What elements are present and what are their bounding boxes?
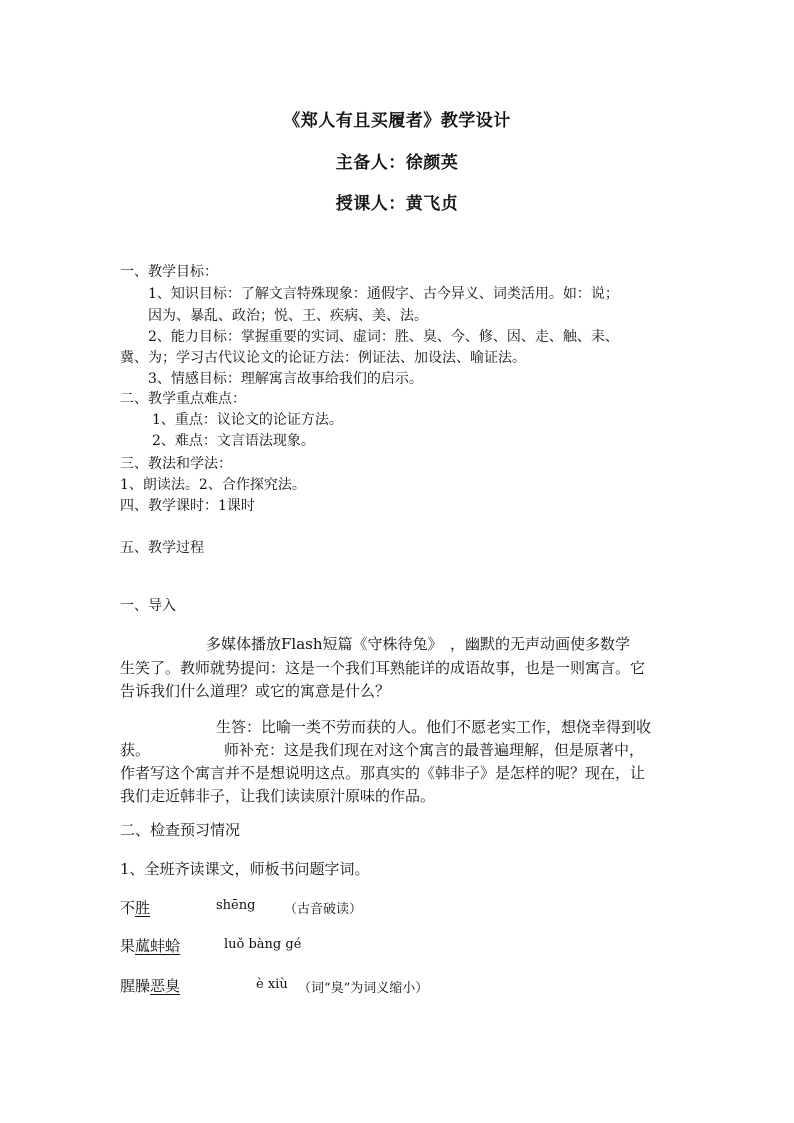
vocab-word: 恶臭: [150, 977, 181, 995]
intro-paragraph-2-line-3: 作者写这个寓言并不是想说明这点。那真实的《韩非子》是怎样的呢？现在，让: [120, 764, 646, 782]
vocab-note-3: （词“臭”为词义缩小）: [298, 981, 429, 996]
vocab-note-1: （古音破读）: [284, 902, 363, 917]
goals-heading: 一、教学目标：: [120, 264, 218, 280]
vocab-word: 胜: [135, 899, 151, 917]
methods-heading: 三、教法和学法：: [120, 456, 232, 472]
preview-item-1: 1、全班齐读课文，师板书问题字词。: [120, 860, 370, 878]
vocab-row-1: [120, 896, 150, 920]
vocab-row-3: [120, 974, 180, 998]
intro-paragraph-1-line-2: 生笑了。教师就势提问：这是一个我们耳熟能详的成语故事，也是一则寓言。它: [120, 659, 646, 677]
key-points-heading: 二、教学重点难点：: [120, 391, 246, 407]
key-point-1: 1、重点：议论文的论证方法。: [152, 412, 343, 428]
methods-items: 1、朗读法。2、合作探究法。: [120, 477, 306, 493]
ability-goal-line-1: 2、能力目标：掌握重要的实词、虚词：胜、臭、今、修、因、走、触、耒、: [148, 329, 619, 345]
key-point-2: 2、难点：文言语法现象。: [152, 433, 315, 449]
vocab-prefix: 腥臊: [120, 977, 151, 995]
teacher-line: 授课人：黄飞贞: [335, 194, 459, 214]
knowledge-goal-line-1: 1、知识目标：了解文言特殊现象：通假字、古今异义、词类活用。如：说；: [148, 286, 619, 302]
vocab-word: 蓏蚌蛤: [135, 937, 181, 955]
emotion-goal-line: 3、情感目标：理解寓言故事给我们的启示。: [148, 371, 423, 387]
intro-paragraph-1-line-1: 多媒体播放Flash短篇《守株待兔》 ，幽默的无声动画使多数学: [206, 635, 631, 653]
intro-paragraph-2-line-2a: 获。: [120, 741, 151, 759]
vocab-pinyin-3: è xiù: [256, 977, 288, 992]
teaching-hours: 四、教学课时：1课时: [120, 498, 255, 514]
process-heading: 五、教学过程: [120, 540, 204, 556]
knowledge-goal-line-2: 因为、暴乱、政治；悦、王、疾病、美、法。: [148, 308, 428, 324]
ability-goal-line-2: 冀、为；学习古代议论文的论证方法：例证法、加设法、喻证法。: [120, 350, 526, 366]
vocab-prefix: 不: [120, 899, 136, 917]
preview-heading: 二、检查预习情况: [120, 821, 241, 839]
intro-paragraph-2-line-2b: 师补充：这是我们现在对这个寓言的最普遍理解，但是原著中，: [224, 741, 645, 759]
intro-paragraph-1-line-3: 告诉我们什么道理？或它的寓意是什么？: [120, 682, 391, 700]
vocab-row-2: [120, 934, 180, 958]
vocab-pinyin-1: shēng: [216, 898, 256, 913]
intro-paragraph-2-line-4: 我们走近韩非子，让我们读读原汁原味的作品。: [120, 787, 436, 805]
intro-heading: 一、导入: [120, 598, 176, 614]
intro-paragraph-2-line-1: 生答：比喻一类不劳而获的人。他们不愿老实工作，想侥幸得到收: [216, 718, 652, 736]
document-title: 《郑人有且买履者》教学设计: [283, 111, 511, 131]
vocab-prefix: 果: [120, 937, 136, 955]
preparer-line: 主备人：徐颜英: [335, 153, 459, 173]
vocab-pinyin-2: luǒ bàng gé: [224, 937, 302, 952]
